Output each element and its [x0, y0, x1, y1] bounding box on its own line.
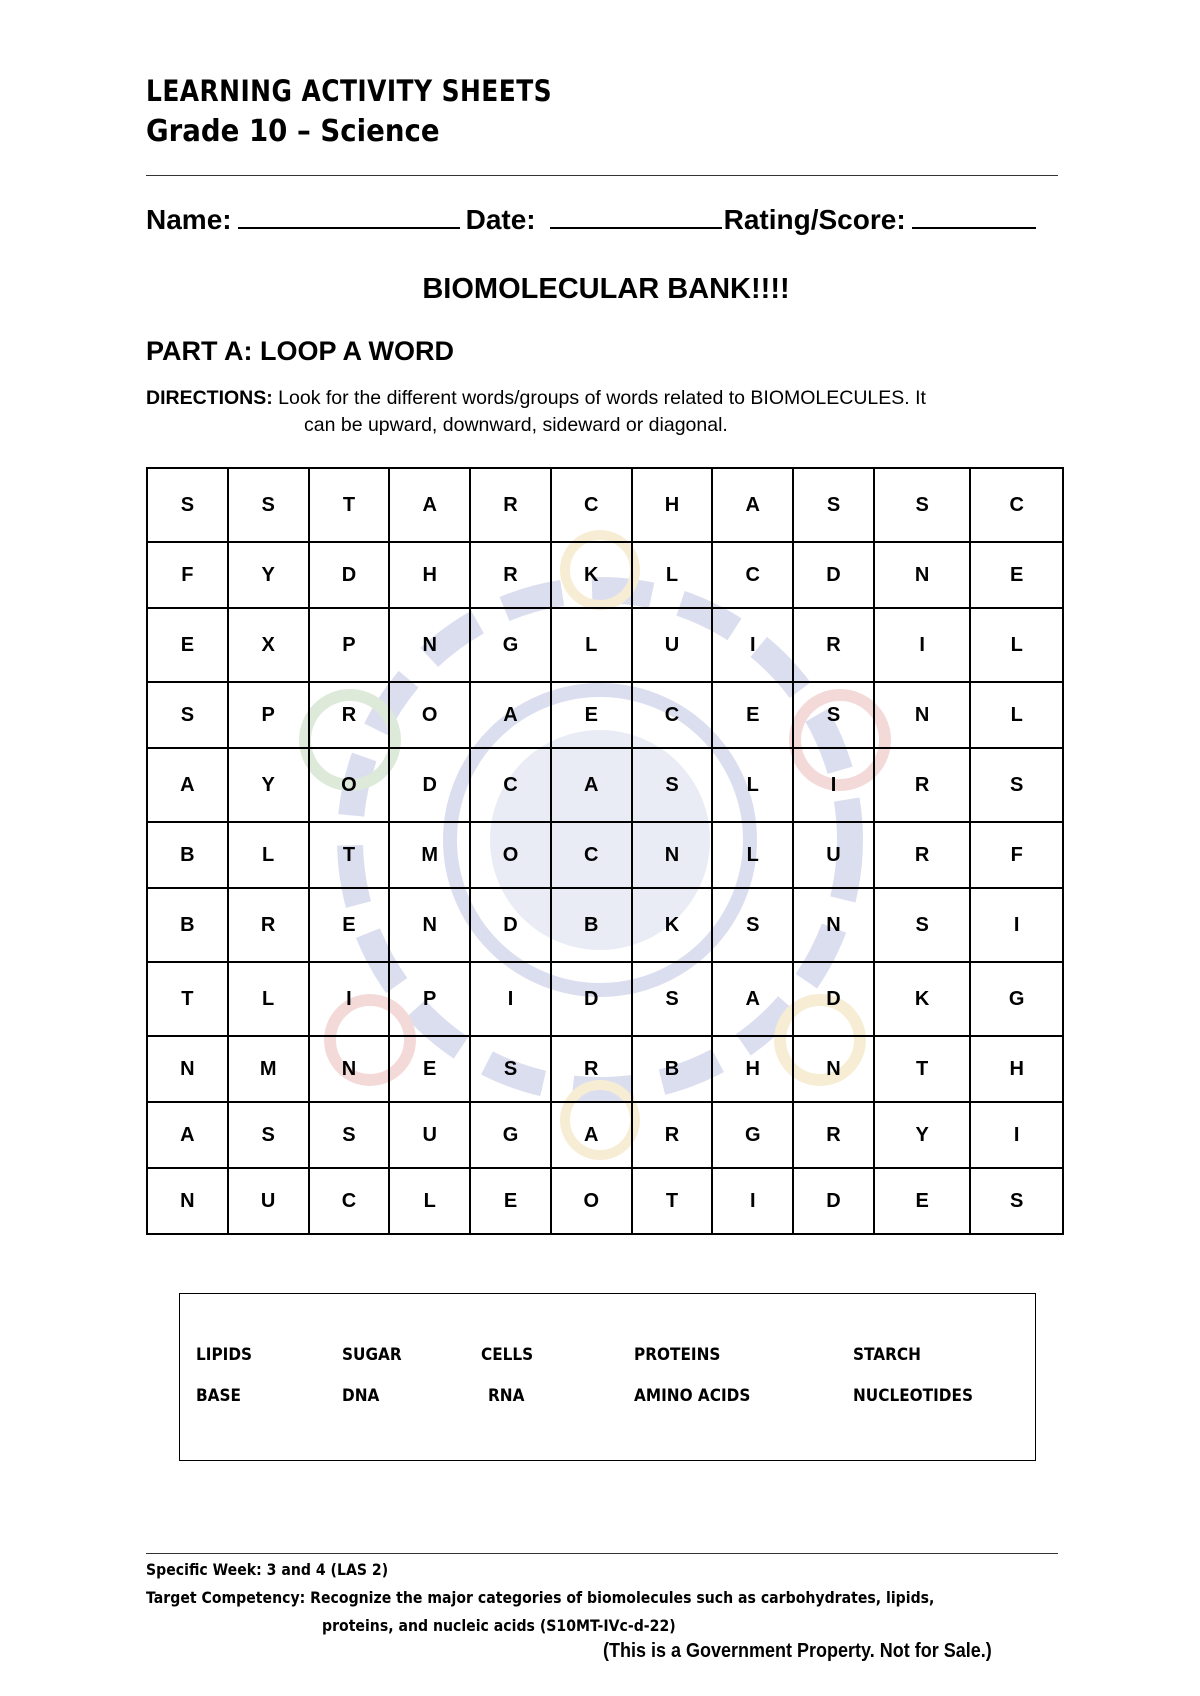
- grid-cell[interactable]: S: [793, 468, 874, 542]
- grid-cell[interactable]: H: [632, 468, 713, 542]
- grid-cell[interactable]: I: [309, 962, 390, 1036]
- grid-cell[interactable]: S: [712, 888, 793, 962]
- grid-row: [147, 822, 1063, 888]
- grid-cell[interactable]: L: [712, 748, 793, 822]
- grid-cell[interactable]: N: [389, 608, 470, 682]
- grid-cell[interactable]: T: [309, 468, 390, 542]
- grid-cell[interactable]: R: [874, 822, 970, 888]
- word-bank-item: DNA: [342, 1386, 380, 1406]
- grid-cell[interactable]: D: [309, 542, 390, 608]
- grid-cell[interactable]: D: [793, 1168, 874, 1234]
- grid-cell[interactable]: D: [470, 888, 551, 962]
- grid-cell[interactable]: B: [632, 1036, 713, 1102]
- grid-cell[interactable]: L: [551, 608, 632, 682]
- grid-cell[interactable]: U: [632, 608, 713, 682]
- grid-cell[interactable]: U: [389, 1102, 470, 1168]
- grid-cell[interactable]: G: [470, 608, 551, 682]
- grid-cell[interactable]: A: [470, 682, 551, 748]
- grid-cell[interactable]: I: [874, 608, 970, 682]
- grid-cell[interactable]: H: [712, 1036, 793, 1102]
- grid-cell[interactable]: C: [970, 468, 1063, 542]
- grid-cell[interactable]: A: [551, 748, 632, 822]
- grid-cell[interactable]: S: [147, 468, 228, 542]
- grid-cell[interactable]: A: [712, 468, 793, 542]
- date-label: Date:: [465, 204, 536, 235]
- grid-row: [147, 682, 1063, 748]
- grid-cell[interactable]: F: [970, 822, 1063, 888]
- date-blank[interactable]: [550, 203, 722, 229]
- grid-row: [147, 468, 1063, 542]
- grid-row: [147, 542, 1063, 608]
- word-bank-item: AMINO ACIDS: [634, 1386, 751, 1406]
- grid-cell[interactable]: M: [389, 822, 470, 888]
- grid-cell[interactable]: N: [793, 1036, 874, 1102]
- grid-cell[interactable]: R: [470, 468, 551, 542]
- part-a-title: PART A: LOOP A WORD: [146, 336, 454, 366]
- grid-cell[interactable]: U: [228, 1168, 309, 1234]
- grid-cell[interactable]: I: [712, 1168, 793, 1234]
- grid-cell[interactable]: T: [632, 1168, 713, 1234]
- grid-cell[interactable]: I: [970, 1102, 1063, 1168]
- target-competency-line-2: proteins, and nucleic acids (S10MT-IVc-d-22): [322, 1616, 676, 1635]
- grid-cell[interactable]: I: [970, 888, 1063, 962]
- word-bank-item: CELLS: [481, 1345, 534, 1365]
- grid-cell[interactable]: E: [874, 1168, 970, 1234]
- grid-cell[interactable]: R: [793, 1102, 874, 1168]
- grid-cell[interactable]: L: [970, 682, 1063, 748]
- grid-cell[interactable]: I: [793, 748, 874, 822]
- grid-cell[interactable]: C: [632, 682, 713, 748]
- grid-cell[interactable]: O: [551, 1168, 632, 1234]
- grid-cell[interactable]: S: [147, 682, 228, 748]
- grid-cell[interactable]: L: [228, 822, 309, 888]
- grid-cell[interactable]: K: [632, 888, 713, 962]
- word-bank-item: PROTEINS: [634, 1345, 721, 1365]
- grid-cell[interactable]: R: [793, 608, 874, 682]
- grid-cell[interactable]: R: [632, 1102, 713, 1168]
- grid-cell[interactable]: R: [470, 542, 551, 608]
- grid-cell[interactable]: D: [793, 962, 874, 1036]
- directions-line-1: Look for the different words/groups of words related to BIOMOLECULES. It: [272, 387, 926, 409]
- grid-cell[interactable]: F: [147, 542, 228, 608]
- word-bank-item: BASE: [196, 1386, 241, 1406]
- grid-cell[interactable]: E: [712, 682, 793, 748]
- grid-cell[interactable]: L: [389, 1168, 470, 1234]
- grid-cell[interactable]: N: [874, 542, 970, 608]
- header-divider: [146, 175, 1058, 176]
- target-competency-line-1: Target Competency: Recognize the major categories of biomolecules such as carbohydrates, lipids,: [146, 1588, 935, 1607]
- student-info-line: [146, 203, 1042, 236]
- grid-cell[interactable]: C: [551, 822, 632, 888]
- grid-cell[interactable]: O: [470, 822, 551, 888]
- grid-cell[interactable]: S: [793, 682, 874, 748]
- grid-cell[interactable]: N: [147, 1168, 228, 1234]
- directions-line-2: can be upward, downward, sideward or diagonal.: [304, 414, 728, 436]
- grid-cell[interactable]: E: [970, 542, 1063, 608]
- grid-cell[interactable]: A: [551, 1102, 632, 1168]
- grid-cell[interactable]: G: [470, 1102, 551, 1168]
- grid-cell[interactable]: S: [874, 468, 970, 542]
- grid-cell[interactable]: A: [712, 962, 793, 1036]
- word-bank-item: NUCLEOTIDES: [853, 1386, 973, 1406]
- grid-cell[interactable]: G: [712, 1102, 793, 1168]
- grid-cell[interactable]: N: [793, 888, 874, 962]
- grid-row: [147, 608, 1063, 682]
- grid-row: [147, 1036, 1063, 1102]
- directions-text: [146, 385, 1066, 439]
- word-bank-item: STARCH: [853, 1345, 921, 1365]
- name-blank[interactable]: [238, 203, 460, 229]
- grid-cell[interactable]: R: [309, 682, 390, 748]
- grid-cell[interactable]: L: [632, 542, 713, 608]
- grid-cell[interactable]: B: [551, 888, 632, 962]
- word-search-grid: [146, 467, 1064, 1235]
- grid-cell[interactable]: E: [470, 1168, 551, 1234]
- grid-cell[interactable]: I: [712, 608, 793, 682]
- grid-cell[interactable]: K: [874, 962, 970, 1036]
- grid-cell[interactable]: A: [389, 468, 470, 542]
- grid-cell[interactable]: B: [147, 888, 228, 962]
- word-bank-item: LIPIDS: [196, 1345, 253, 1365]
- grid-cell[interactable]: D: [793, 542, 874, 608]
- grid-cell[interactable]: N: [874, 682, 970, 748]
- grid-row: [147, 748, 1063, 822]
- grid-cell[interactable]: S: [309, 1102, 390, 1168]
- grid-cell[interactable]: E: [147, 608, 228, 682]
- grid-row: [147, 1102, 1063, 1168]
- grid-cell[interactable]: U: [793, 822, 874, 888]
- grid-row: [147, 962, 1063, 1036]
- grid-cell[interactable]: C: [470, 748, 551, 822]
- grid-cell[interactable]: R: [551, 1036, 632, 1102]
- grid-cell[interactable]: R: [874, 748, 970, 822]
- grid-row: [147, 888, 1063, 962]
- grid-cell[interactable]: D: [389, 748, 470, 822]
- grid-cell[interactable]: C: [712, 542, 793, 608]
- grid-cell[interactable]: R: [228, 888, 309, 962]
- grid-cell[interactable]: D: [551, 962, 632, 1036]
- grid-cell[interactable]: M: [228, 1036, 309, 1102]
- grid-cell[interactable]: S: [874, 888, 970, 962]
- grid-cell[interactable]: E: [309, 888, 390, 962]
- grid-cell[interactable]: S: [632, 748, 713, 822]
- directions-label: DIRECTIONS:: [146, 387, 273, 409]
- grid-cell[interactable]: C: [309, 1168, 390, 1234]
- grid-cell[interactable]: P: [389, 962, 470, 1036]
- grid-cell[interactable]: T: [309, 822, 390, 888]
- word-bank-item: RNA: [488, 1386, 525, 1406]
- word-bank-box: [179, 1293, 1036, 1461]
- grid-cell[interactable]: N: [632, 822, 713, 888]
- grid-cell[interactable]: S: [632, 962, 713, 1036]
- grid-cell[interactable]: L: [970, 608, 1063, 682]
- grid-cell[interactable]: N: [389, 888, 470, 962]
- grid-row: [147, 1168, 1063, 1234]
- grid-cell[interactable]: T: [874, 1036, 970, 1102]
- grid-cell[interactable]: L: [712, 822, 793, 888]
- grid-cell[interactable]: X: [228, 608, 309, 682]
- activity-title: BIOMOLECULAR BANK!!!!: [422, 273, 790, 305]
- grid-cell[interactable]: O: [389, 682, 470, 748]
- grid-cell[interactable]: G: [970, 962, 1063, 1036]
- grid-cell[interactable]: K: [551, 542, 632, 608]
- grid-cell[interactable]: O: [309, 748, 390, 822]
- grid-cell[interactable]: Y: [228, 542, 309, 608]
- grid-cell[interactable]: S: [228, 468, 309, 542]
- grid-cell[interactable]: T: [147, 962, 228, 1036]
- grid-cell[interactable]: A: [147, 748, 228, 822]
- grid-cell[interactable]: S: [470, 1036, 551, 1102]
- grid-cell[interactable]: P: [309, 608, 390, 682]
- grid-cell[interactable]: S: [970, 748, 1063, 822]
- grid-cell[interactable]: N: [309, 1036, 390, 1102]
- grid-cell[interactable]: P: [228, 682, 309, 748]
- grid-cell[interactable]: Y: [874, 1102, 970, 1168]
- grid-cell[interactable]: S: [228, 1102, 309, 1168]
- grid-cell[interactable]: E: [551, 682, 632, 748]
- specific-week: Specific Week: 3 and 4 (LAS 2): [146, 1560, 389, 1579]
- grid-cell[interactable]: A: [147, 1102, 228, 1168]
- grid-cell[interactable]: Y: [228, 748, 309, 822]
- sheet-header-title: LEARNING ACTIVITY SHEETS: [146, 74, 553, 108]
- rating-blank[interactable]: [912, 203, 1036, 229]
- grid-cell[interactable]: C: [551, 468, 632, 542]
- government-property-note: (This is a Government Property. Not for Sale.): [603, 1640, 992, 1662]
- grid-cell[interactable]: I: [470, 962, 551, 1036]
- rating-label: Rating/Score:: [723, 204, 906, 235]
- word-bank-item: SUGAR: [342, 1345, 402, 1365]
- grid-cell[interactable]: N: [147, 1036, 228, 1102]
- grid-cell[interactable]: B: [147, 822, 228, 888]
- grid-cell[interactable]: H: [389, 542, 470, 608]
- grid-cell[interactable]: H: [970, 1036, 1063, 1102]
- grid-cell[interactable]: L: [228, 962, 309, 1036]
- name-label: Name:: [146, 204, 232, 235]
- grid-cell[interactable]: E: [389, 1036, 470, 1102]
- footer-divider: [146, 1553, 1058, 1554]
- grid-cell[interactable]: S: [970, 1168, 1063, 1234]
- sheet-header-subtitle: Grade 10 – Science: [146, 114, 440, 149]
